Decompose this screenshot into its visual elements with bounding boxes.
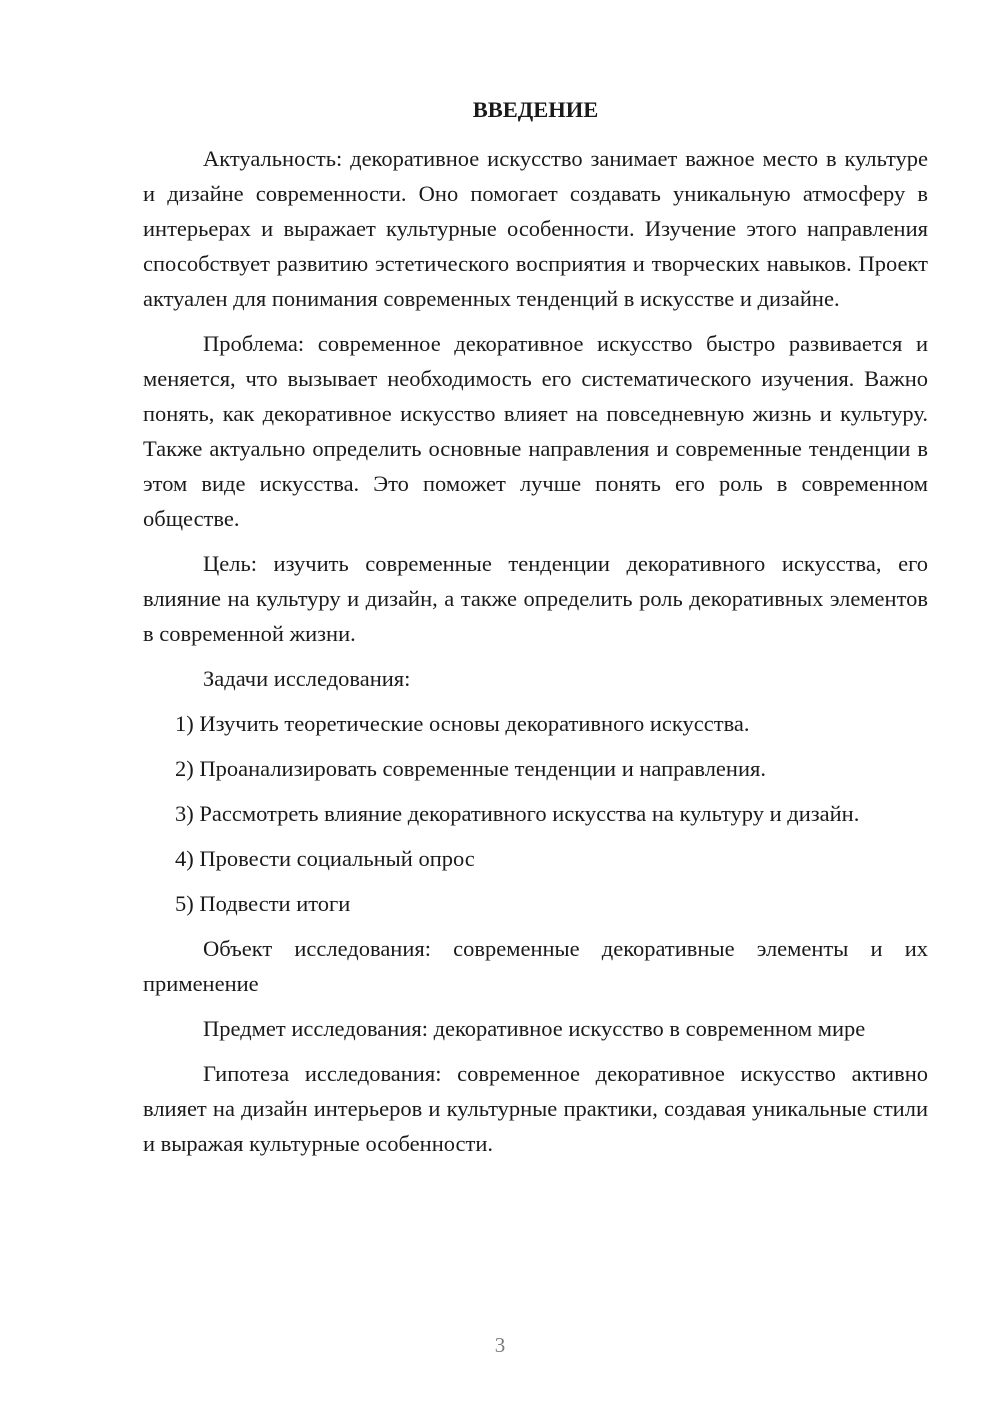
task-item-3: 3) Рассмотреть влияние декоративного искусства на культуру и дизайн.: [175, 801, 860, 826]
task-item-2: 2) Проанализировать современные тенденции и направления.: [175, 756, 766, 781]
tasks-heading: Задачи исследования:: [203, 666, 411, 691]
page-title: ВВЕДЕНИЕ: [472, 97, 599, 122]
page-number: 3: [494, 1333, 506, 1357]
task-item-4: 4) Провести социальный опрос: [175, 846, 475, 871]
task-item-5: 5) Подвести итоги: [175, 891, 351, 916]
paragraph-goal: Цель: изучить современные тенденции декоративного искусства, его влияние на культуру и дизайн, а также определить роль декоративных элементов в современной жизни.: [143, 551, 928, 646]
paragraph-subject: Предмет исследования: декоративное искусство в современном мире: [203, 1016, 866, 1041]
paragraph-hypothesis: Гипотеза исследования: современное декоративное искусство активно влияет на дизайн интерьеров и культурные практики, создавая уникальные стили и выражая культурные особенности.: [143, 1061, 928, 1156]
paragraph-problem: Проблема: современное декоративное искусство быстро развивается и меняется, что вызывает необходимость его систематического изучения. Важно понять, как декоративное искусство влияет на повседневную жизнь и культуру. Также актуально определить основные направления и современные тенденции в этом виде искусства. Это поможет лучше понять его роль в современном обществе.: [143, 331, 928, 531]
paragraph-object: Объект исследования: современные декоративные элементы и их применение: [143, 936, 928, 996]
task-item-1: 1) Изучить теоретические основы декоративного искусства.: [175, 711, 750, 736]
paragraph-relevance: Актуальность: декоративное искусство занимает важное место в культуре и дизайне современности. Оно помогает создавать уникальную атмосферу в интерьерах и выражает культурные особенности. Изучение этого направления способствует развитию эстетического восприятия и творческих навыков. Проект актуален для понимания современных тенденций в искусстве и дизайне.: [143, 146, 928, 311]
page-content: [143, 92, 928, 1171]
